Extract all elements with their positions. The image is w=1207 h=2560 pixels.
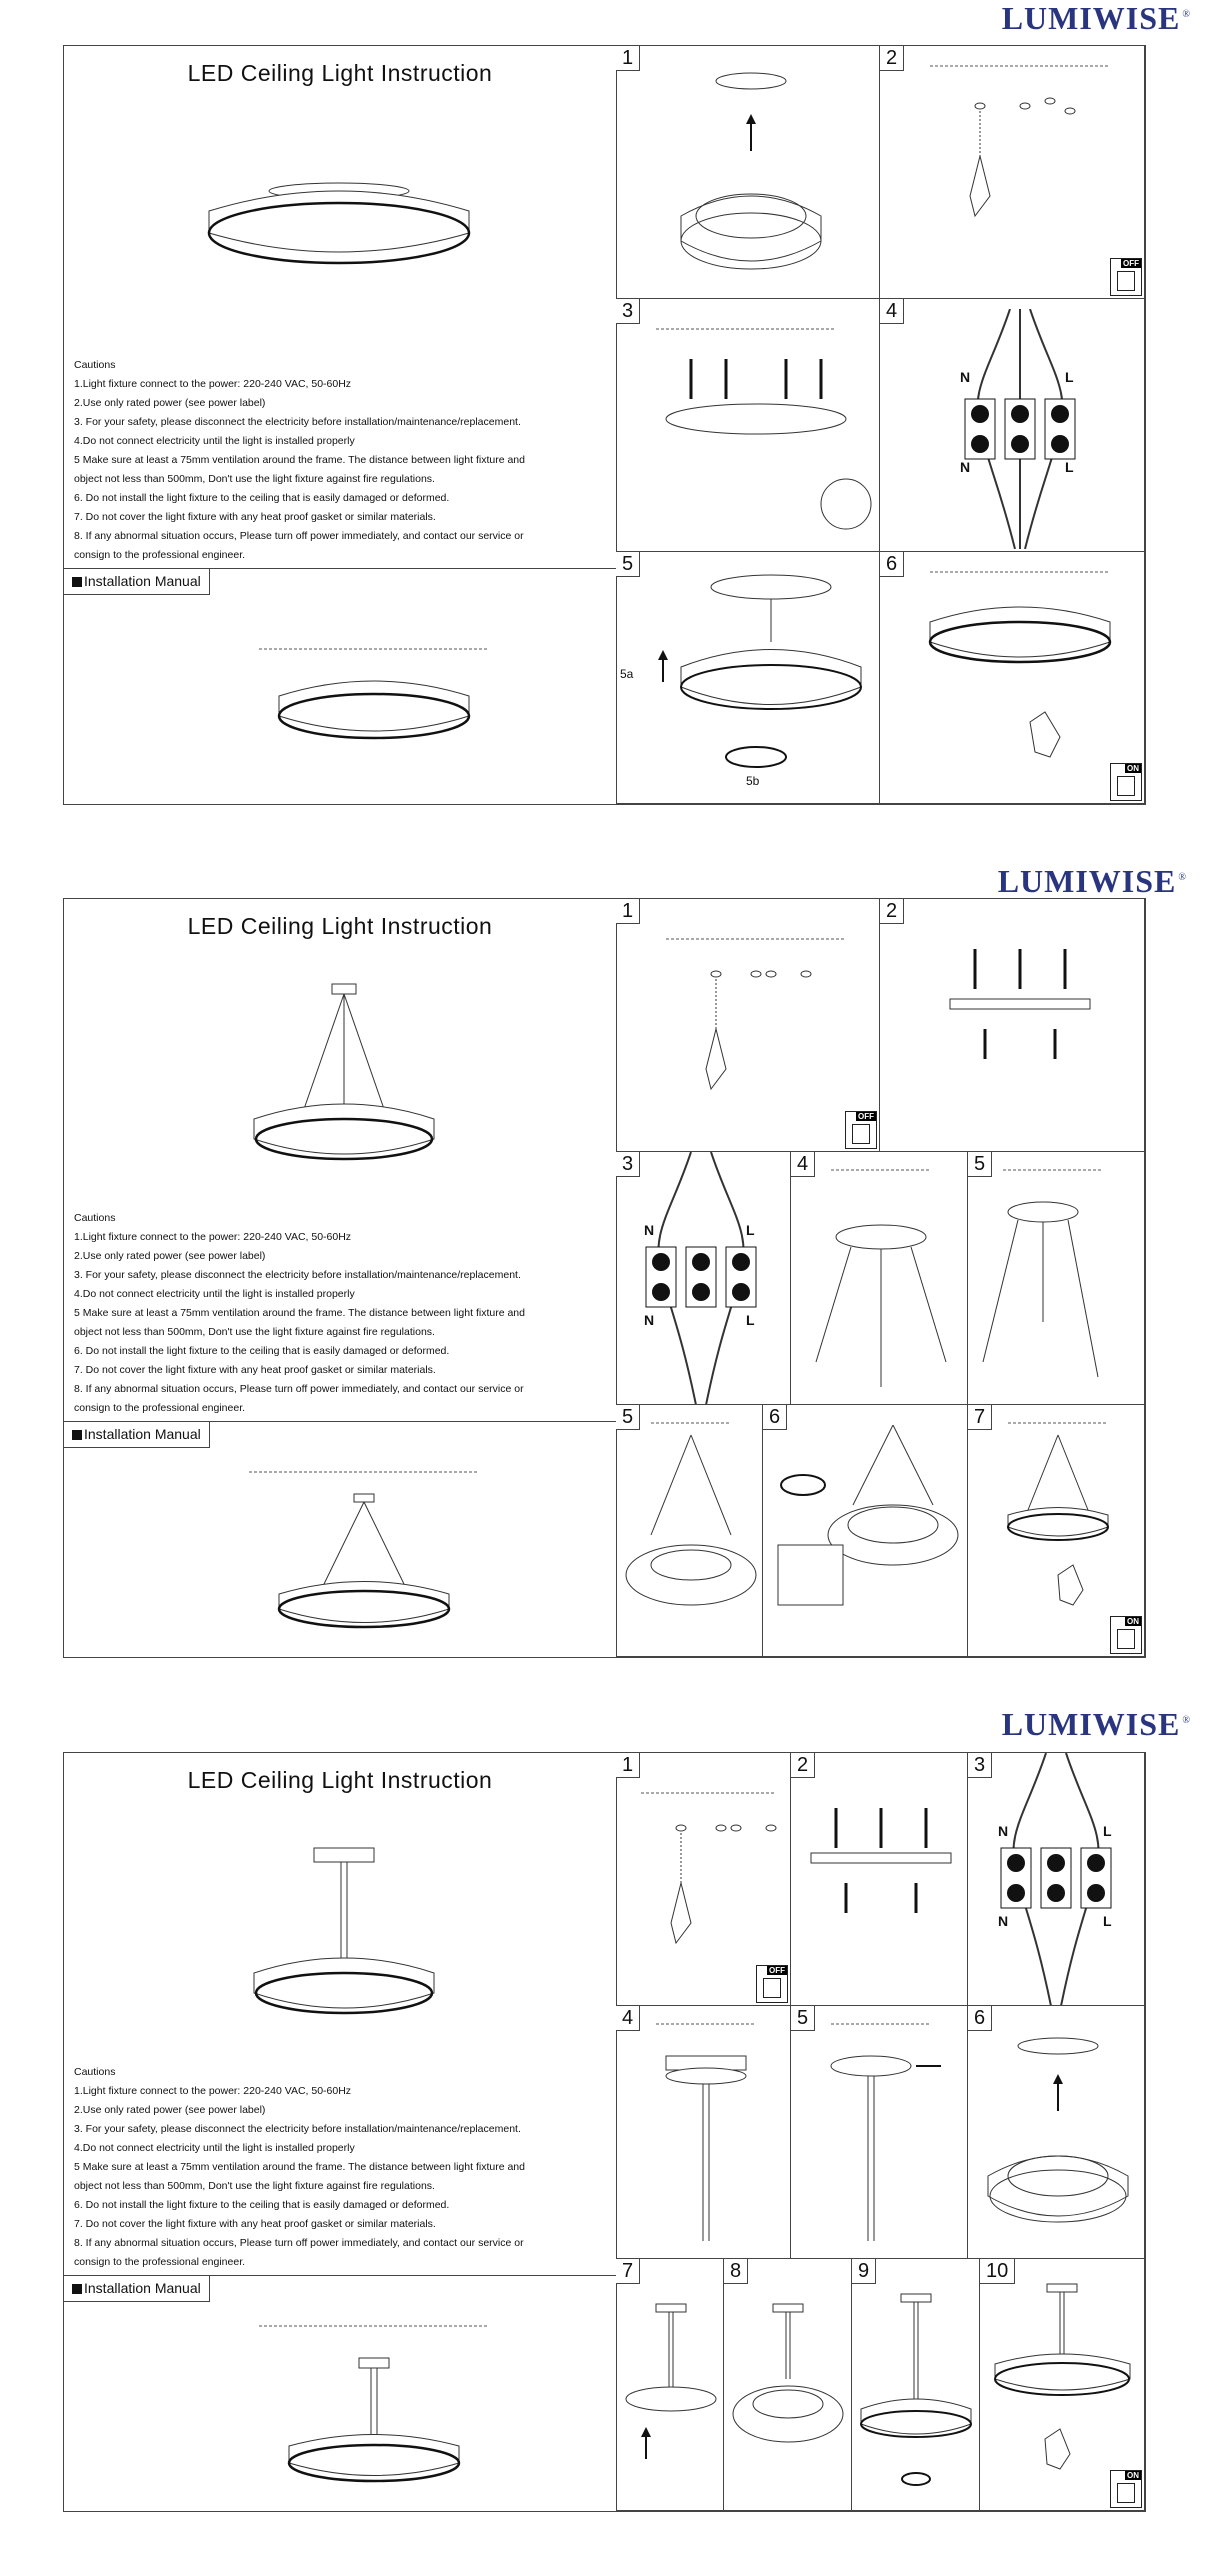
- step-panel-4: [791, 1152, 968, 1405]
- caution-item: 8. If any abnormal situation occurs, Please turn off power immediately, and contact our service or: [74, 530, 524, 542]
- step-illustration: [801, 1162, 961, 1397]
- step-illustration: [940, 929, 1100, 1129]
- installed-light-illustration: [259, 641, 489, 751]
- step-number: 5: [616, 1405, 640, 1430]
- step-panel-1: [616, 46, 880, 299]
- caution-item: object not less than 500mm, Don't use the light fixture against fire regulations.: [74, 2180, 435, 2192]
- caution-item: 4.Do not connect electricity until the light is installed properly: [74, 1288, 355, 1300]
- step-illustration: [801, 1793, 961, 1973]
- step-illustration: [978, 1415, 1138, 1615]
- caution-item: 7. Do not cover the light fixture with any heat proof gasket or similar materials.: [74, 1364, 436, 1376]
- step-panel-3: [616, 1152, 791, 1405]
- step-panel-5b: [616, 1405, 763, 1657]
- step-panel-5: [616, 552, 880, 804]
- step-illustration: [641, 572, 871, 782]
- live-label: L: [1103, 1913, 1112, 1929]
- step-panel-5: [968, 1152, 1145, 1405]
- left-column: [64, 46, 617, 804]
- step-panel-2: [880, 46, 1145, 299]
- step-panel-8: [724, 2259, 852, 2511]
- step-panel-3: [616, 299, 880, 552]
- step-number: 5: [616, 552, 640, 577]
- step-number: 6: [763, 1405, 787, 1430]
- steps-grid: [616, 1753, 1145, 2511]
- step-number: 3: [616, 1152, 640, 1177]
- step-illustration: [728, 2299, 848, 2499]
- step-panel-4: [616, 2006, 791, 2259]
- power-switch-on-icon: ON: [1110, 1616, 1142, 1654]
- step-illustration: [621, 2299, 721, 2499]
- step-panel-9: [852, 2259, 980, 2511]
- step-illustration: [656, 929, 856, 1109]
- step-number: 4: [880, 299, 904, 324]
- step-number: 2: [791, 1753, 815, 1778]
- step-panel-6: [880, 552, 1145, 804]
- steps-grid: [616, 46, 1145, 804]
- cautions-list: [74, 1209, 609, 1418]
- caution-item: 5 Make sure at least a 75mm ventilation around the frame. The distance between light fixture and: [74, 454, 525, 466]
- installation-manual-label: Installation Manual: [64, 2275, 210, 2302]
- caution-item: object not less than 500mm, Don't use the light fixture against fire regulations.: [74, 473, 435, 485]
- cautions-title: Cautions: [74, 2066, 116, 2078]
- pendant-cable-light-illustration: [244, 979, 444, 1179]
- sheet-frame: [63, 898, 1146, 1658]
- left-column: [64, 899, 617, 1657]
- step-number: 1: [616, 1753, 640, 1778]
- flush-mount-light-illustration: [204, 171, 474, 281]
- cautions-title: Cautions: [74, 359, 116, 371]
- step-number: 5: [968, 1152, 992, 1177]
- wiring-connectors-illustration: [996, 1753, 1116, 2006]
- step-panel-1: [616, 1753, 791, 2006]
- step-number: 2: [880, 899, 904, 924]
- step-number: 1: [616, 899, 640, 924]
- live-label: L: [1103, 1823, 1112, 1839]
- cautions-title: Cautions: [74, 1212, 116, 1224]
- step-panel-2: [791, 1753, 968, 2006]
- step-illustration: [636, 319, 876, 539]
- caution-item: 3. For your safety, please disconnect the electricity before installation/maintenance/replacement.: [74, 416, 521, 428]
- caution-item: consign to the professional engineer.: [74, 2256, 246, 2268]
- caution-item: 4.Do not connect electricity until the light is installed properly: [74, 2142, 355, 2154]
- caution-item: 2.Use only rated power (see power label): [74, 1250, 266, 1262]
- caution-item: consign to the professional engineer.: [74, 1402, 246, 1414]
- caution-item: 3. For your safety, please disconnect the electricity before installation/maintenance/replacement.: [74, 2123, 521, 2135]
- step-panel-2: [880, 899, 1145, 1152]
- step-illustration: [666, 66, 836, 276]
- step-panel-7: [968, 1405, 1145, 1657]
- power-switch-off-icon: OFF: [845, 1111, 877, 1149]
- step-illustration: [801, 2016, 961, 2251]
- caution-item: 5 Make sure at least a 75mm ventilation around the frame. The distance between light fixture and: [74, 2161, 525, 2173]
- caution-item: 5 Make sure at least a 75mm ventilation around the frame. The distance between light fixture and: [74, 1307, 525, 1319]
- live-label: L: [746, 1312, 755, 1328]
- step-number: 7: [616, 2259, 640, 2284]
- caution-item: 1.Light fixture connect to the power: 220-240 VAC, 50-60Hz: [74, 2085, 352, 2097]
- step-number: 10: [980, 2259, 1015, 2284]
- step-5b-label: 5b: [746, 774, 760, 788]
- wiring-connectors-illustration: [960, 309, 1080, 549]
- page-title: LED Ceiling Light Instruction: [187, 1767, 493, 1793]
- neutral-label: N: [998, 1823, 1009, 1839]
- caution-item: 7. Do not cover the light fixture with any heat proof gasket or similar materials.: [74, 2218, 436, 2230]
- step-panel-3: [968, 1753, 1145, 2006]
- step-5a-label: 5a: [620, 667, 634, 681]
- caution-item: 8. If any abnormal situation occurs, Please turn off power immediately, and contact our service or: [74, 2237, 524, 2249]
- neutral-label: N: [644, 1222, 655, 1238]
- step-panel-6: [968, 2006, 1145, 2259]
- caution-item: 6. Do not install the light fixture to the ceiling that is easily damaged or deformed.: [74, 2199, 450, 2211]
- step-number: 6: [968, 2006, 992, 2031]
- step-panel-7: [616, 2259, 724, 2511]
- step-number: 8: [724, 2259, 748, 2284]
- instruction-sheet-flush: [0, 0, 1207, 853]
- caution-item: object not less than 500mm, Don't use the light fixture against fire regulations.: [74, 1326, 435, 1338]
- step-illustration: [856, 2289, 976, 2504]
- neutral-label: N: [644, 1312, 655, 1328]
- brand-logo: LUMIWISE ®: [1001, 0, 1191, 36]
- wiring-connectors-illustration: [641, 1152, 761, 1405]
- step-panel-5: [791, 2006, 968, 2259]
- caution-item: 6. Do not install the light fixture to the ceiling that is easily damaged or deformed.: [74, 1345, 450, 1357]
- step-illustration: [920, 56, 1120, 236]
- brand-logo: LUMIWISE ®: [997, 863, 1187, 899]
- step-panel-6: [763, 1405, 968, 1657]
- caution-item: 2.Use only rated power (see power label): [74, 2104, 266, 2116]
- caution-item: 3. For your safety, please disconnect the electricity before installation/maintenance/replacement.: [74, 1269, 521, 1281]
- step-number: 6: [880, 552, 904, 577]
- step-illustration: [985, 2279, 1140, 2479]
- pendant-rod-light-illustration: [244, 1843, 444, 2033]
- installation-manual-label: Installation Manual: [64, 1421, 210, 1448]
- caution-item: 4.Do not connect electricity until the light is installed properly: [74, 435, 355, 447]
- step-illustration: [621, 1415, 761, 1650]
- step-number: 9: [852, 2259, 876, 2284]
- step-panel-10: [980, 2259, 1145, 2511]
- step-illustration: [978, 2026, 1138, 2246]
- live-label: L: [1065, 369, 1074, 385]
- caution-item: 7. Do not cover the light fixture with any heat proof gasket or similar materials.: [74, 511, 436, 523]
- power-switch-on-icon: ON: [1110, 2470, 1142, 2508]
- power-switch-off-icon: OFF: [756, 1965, 788, 2003]
- cautions-list: [74, 356, 609, 565]
- sheet-frame: [63, 45, 1146, 805]
- installed-light-illustration: [259, 2318, 489, 2498]
- caution-item: 8. If any abnormal situation occurs, Please turn off power immediately, and contact our service or: [74, 1383, 524, 1395]
- installed-light-illustration: [249, 1464, 479, 1644]
- step-number: 5: [791, 2006, 815, 2031]
- cautions-list: [74, 2063, 609, 2272]
- step-illustration: [631, 1783, 786, 1963]
- step-panel-4: [880, 299, 1145, 552]
- caution-item: 6. Do not install the light fixture to the ceiling that is easily damaged or deformed.: [74, 492, 450, 504]
- power-switch-on-icon: ON: [1110, 763, 1142, 801]
- live-label: L: [746, 1222, 755, 1238]
- installation-manual-label: Installation Manual: [64, 568, 210, 595]
- step-number: 2: [880, 46, 904, 71]
- caution-item: consign to the professional engineer.: [74, 549, 246, 561]
- instruction-sheet-pendant-cable: [0, 853, 1207, 1706]
- step-illustration: [920, 562, 1120, 772]
- step-panel-1: [616, 899, 880, 1152]
- step-number: 1: [616, 46, 640, 71]
- neutral-label: N: [960, 369, 971, 385]
- step-illustration: [626, 2016, 786, 2251]
- page-title: LED Ceiling Light Instruction: [187, 60, 493, 86]
- instruction-sheet-pendant-rod: [0, 1706, 1207, 2559]
- step-illustration: [973, 1162, 1143, 1397]
- step-number: 7: [968, 1405, 992, 1430]
- caution-item: 2.Use only rated power (see power label): [74, 397, 266, 409]
- step-number: 3: [616, 299, 640, 324]
- page-title: LED Ceiling Light Instruction: [187, 913, 493, 939]
- sheet-frame: [63, 1752, 1146, 2512]
- step-number: 3: [968, 1753, 992, 1778]
- power-switch-off-icon: OFF: [1110, 258, 1142, 296]
- live-label: L: [1065, 459, 1074, 475]
- left-column: [64, 1753, 617, 2511]
- neutral-label: N: [960, 459, 971, 475]
- step-number: 4: [791, 1152, 815, 1177]
- caution-item: 1.Light fixture connect to the power: 220-240 VAC, 50-60Hz: [74, 378, 352, 390]
- step-number: 4: [616, 2006, 640, 2031]
- steps-grid: [616, 899, 1145, 1657]
- caution-item: 1.Light fixture connect to the power: 220-240 VAC, 50-60Hz: [74, 1231, 352, 1243]
- neutral-label: N: [998, 1913, 1009, 1929]
- step-illustration: [773, 1425, 963, 1645]
- brand-logo: LUMIWISE ®: [1001, 1706, 1191, 1742]
